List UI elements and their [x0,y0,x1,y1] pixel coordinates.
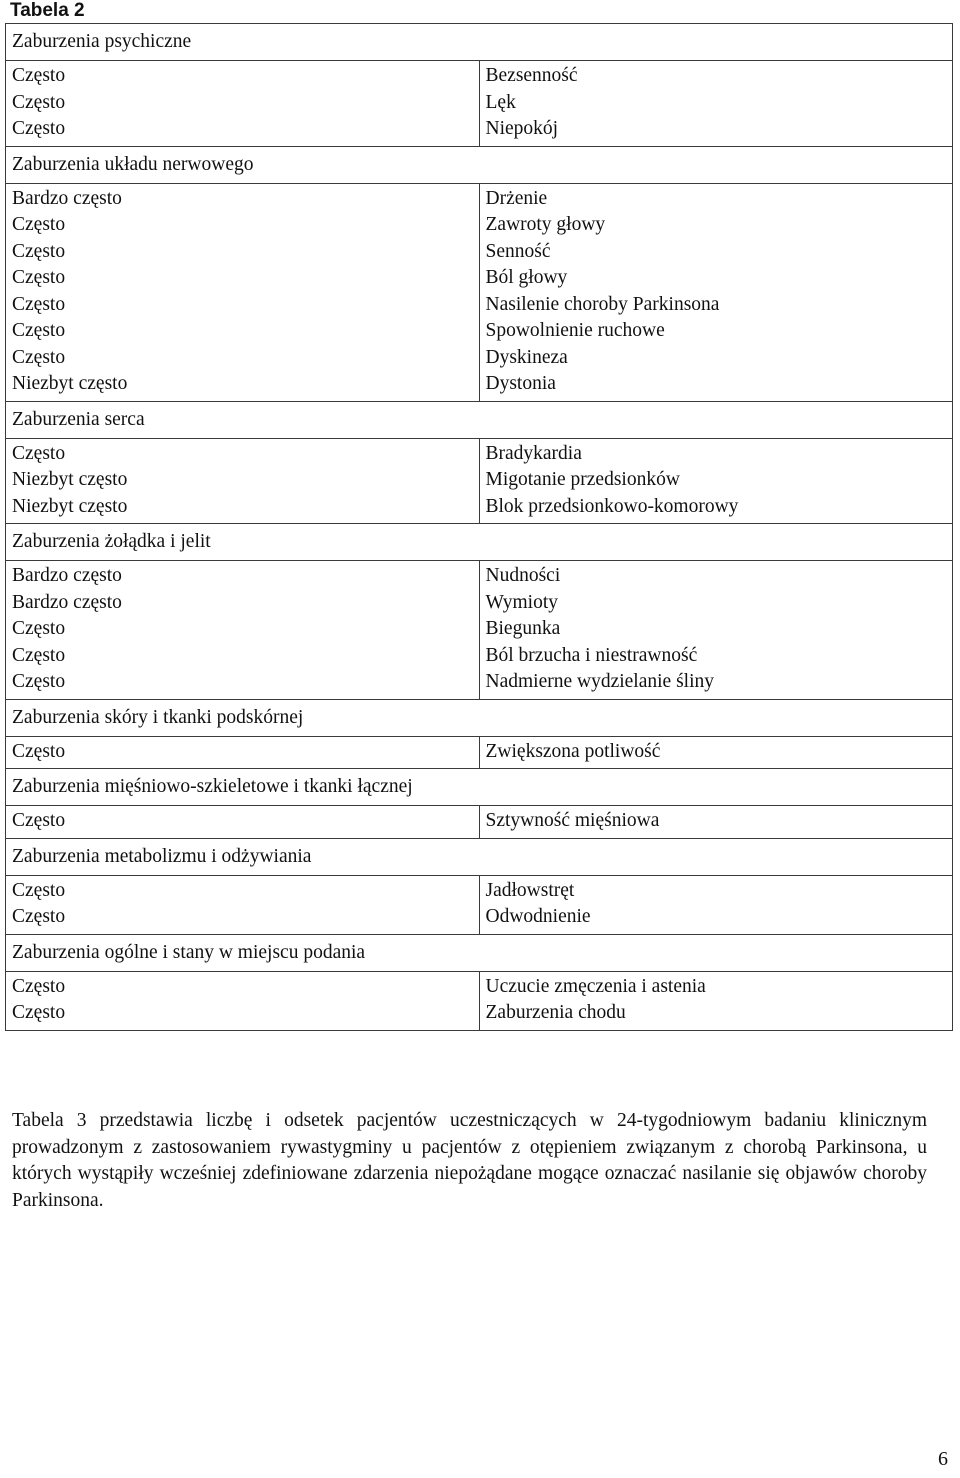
section-name: Zaburzenia mięśniowo-szkieletowe i tkanki łącznej [6,769,953,806]
reaction-text: Zawroty głowy [485,214,606,235]
frequency-cell [6,971,480,1030]
reaction-cell [479,183,953,401]
table-title: Tabela 2 [10,0,85,21]
reaction-cell [479,61,953,147]
reaction-text: Wymioty [485,591,558,613]
reaction-cell [479,875,953,934]
section-name: Zaburzenia skóry i tkanki podskórnej [6,699,953,736]
frequency-text: Często [12,879,66,901]
frequency-cell [6,183,480,401]
reaction-text: Odwodnienie [485,906,591,927]
frequency-text: Często [12,320,66,341]
reaction-text: Dyskineza [485,346,568,368]
frequency-text: Niezbyt często [12,469,128,490]
reaction-text: Dystonia [485,373,556,394]
frequency-cell [6,806,480,839]
section-body-row [6,806,953,839]
reaction-text: Zwiększona potliwość [485,740,661,762]
frequency-text: Bardzo często [12,591,122,613]
frequency-text: Często [12,267,66,288]
frequency-text: Często [12,240,66,262]
frequency-text: Często [12,91,66,113]
frequency-cell [6,561,480,700]
section-body-row [6,971,953,1030]
frequency-text: Często [12,975,66,997]
reaction-text: Nasilenie choroby Parkinsona [485,293,720,315]
section-header-row [6,401,953,438]
frequency-text: Często [12,810,66,831]
frequency-text: Często [12,618,66,639]
reaction-text: Sztywność mięśniowa [485,810,660,831]
reaction-text: Bradykardia [485,442,582,464]
frequency-text: Często [12,442,66,464]
section-name: Zaburzenia żołądka i jelit [6,524,953,561]
reaction-text: Uczucie zmęczenia i astenia [485,975,706,997]
reaction-text: Migotanie przedsionków [485,469,680,490]
frequency-cell [6,438,480,524]
frequency-text: Niezbyt często [12,495,128,517]
section-name: Zaburzenia psychiczne [6,24,953,61]
section-header-row [6,24,953,61]
page-number: 6 [938,1448,948,1470]
reaction-text: Spowolnienie ruchowe [485,320,665,341]
section-body-row [6,183,953,401]
frequency-text: Często [12,740,66,762]
section-header-row [6,934,953,971]
reaction-text: Nadmierne wydzielanie śliny [485,671,715,692]
frequency-text: Często [12,671,66,692]
section-body-row [6,561,953,700]
frequency-cell [6,736,480,769]
reaction-text: Biegunka [485,618,561,639]
section-body-row [6,61,953,147]
adverse-reactions-table [5,23,953,1031]
section-body-row [6,736,953,769]
frequency-cell [6,61,480,147]
reaction-text: Niepokój [485,118,559,139]
frequency-text: Bardzo często [12,565,122,586]
frequency-text: Często [12,346,66,368]
section-header-row [6,146,953,183]
reaction-text: Drżenie [485,187,548,209]
reaction-text: Bezsenność [485,65,578,86]
section-name: Zaburzenia metabolizmu i odżywiania [6,838,953,875]
section-name: Zaburzenia serca [6,401,953,438]
frequency-text: Bardzo często [12,187,122,209]
frequency-text: Często [12,118,66,139]
section-name: Zaburzenia układu nerwowego [6,146,953,183]
reaction-text: Ból brzucha i niestrawność [485,644,698,666]
frequency-text: Często [12,293,66,315]
reaction-text: Nudności [485,565,561,586]
frequency-cell [6,875,480,934]
reaction-cell [479,561,953,700]
section-header-row [6,524,953,561]
section-body-row [6,438,953,524]
reaction-text: Blok przedsionkowo-komorowy [485,495,739,517]
reaction-cell [479,806,953,839]
reaction-text: Zaburzenia chodu [485,1002,626,1023]
section-header-row [6,769,953,806]
reaction-text: Senność [485,240,551,262]
frequency-text: Często [12,214,66,235]
section-header-row [6,838,953,875]
reaction-cell [479,438,953,524]
reaction-text: Lęk [485,91,516,113]
section-name: Zaburzenia ogólne i stany w miejscu podania [6,934,953,971]
section-header-row [6,699,953,736]
frequency-text: Często [12,906,66,927]
reaction-text: Ból głowy [485,267,568,288]
reaction-text: Jadłowstręt [485,879,575,901]
reaction-cell [479,971,953,1030]
body-paragraph: Tabela 3 przedstawia liczbę i odsetek pacjentów uczestniczących w 24-tygodniowym badaniu klinicznym prowadzonym z zastosowaniem rywastygminy u pacjentów z otępieniem związanym z chorobą Parkinsona, u których wystąpiły wcześniej zdefiniowane zdarzenia niepożądane mogące oznaczać nasilanie się objawów choroby Parkinsona. [12,1110,927,1211]
frequency-text: Często [12,644,66,666]
reaction-cell [479,736,953,769]
frequency-text: Często [12,1002,66,1023]
frequency-text: Często [12,65,66,86]
frequency-text: Niezbyt często [12,373,128,394]
section-body-row [6,875,953,934]
